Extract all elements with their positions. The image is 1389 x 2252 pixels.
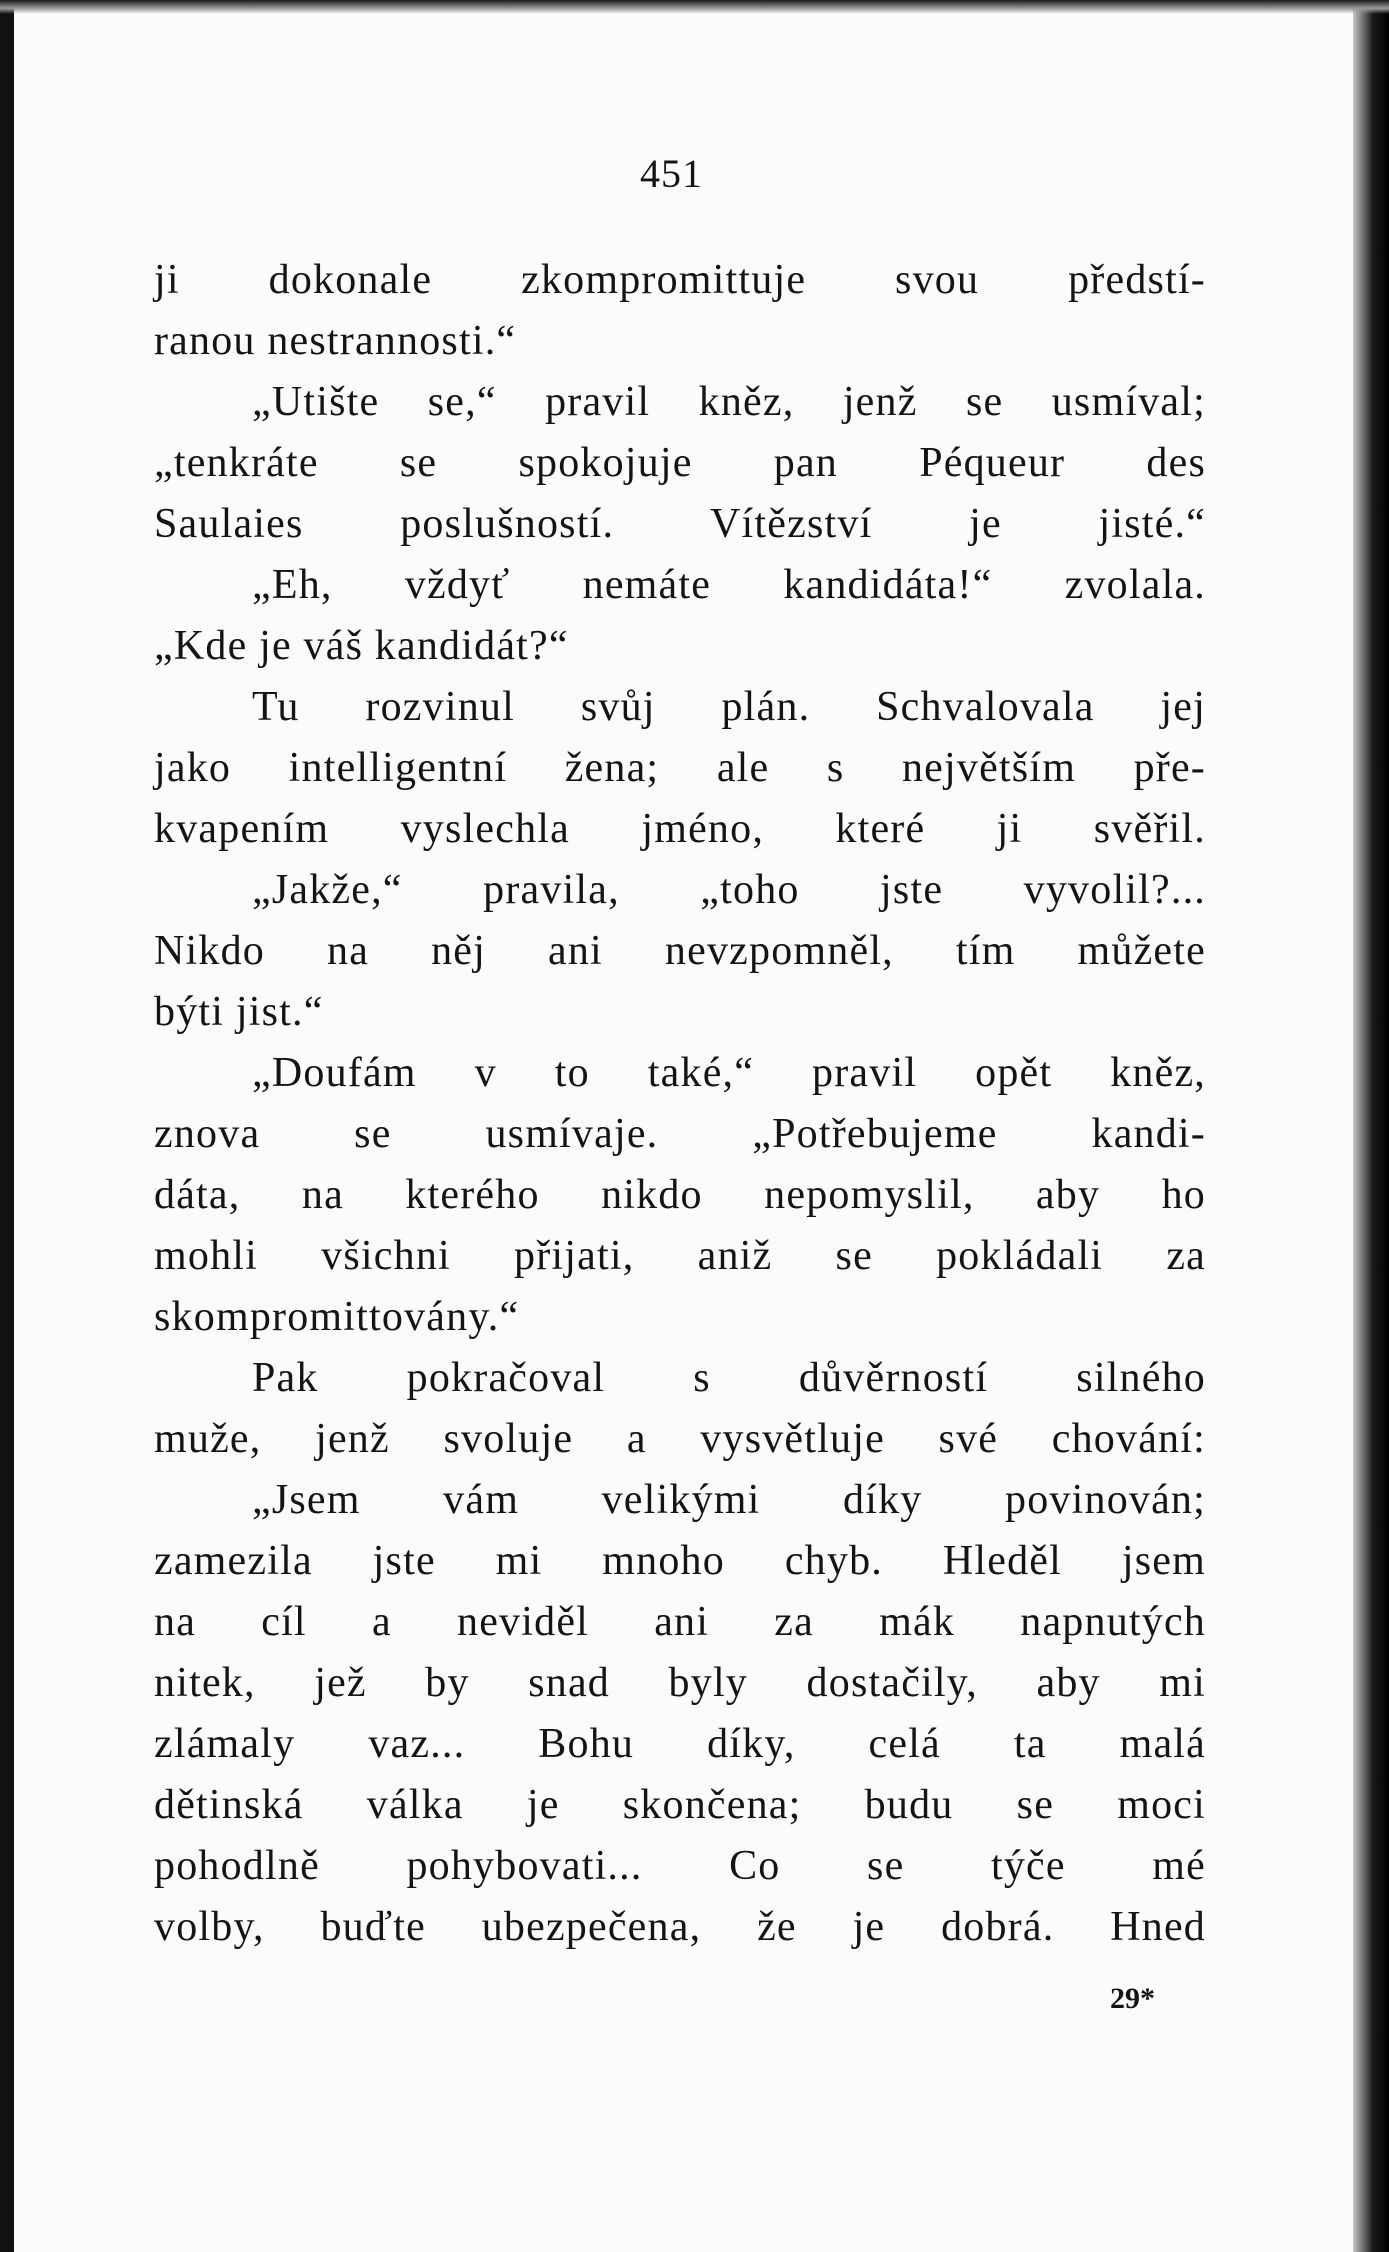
text-line: Saulaies poslušností. Vítězství je jisté.“ [154, 501, 1206, 547]
text-line: „Utište se,“ pravil kněz, jenž se usmíval; [252, 379, 1206, 425]
printer-signature-mark: 29* [1110, 1982, 1155, 2015]
scan-edge-top [0, 0, 1389, 14]
text-line: Tu rozvinul svůj plán. Schvalovala jej [252, 684, 1206, 730]
text-line: „tenkráte se spokojuje pan Péqueur des [154, 440, 1206, 486]
text-line: muže, jenž svoluje a vysvětluje své chování: [154, 1416, 1206, 1462]
text-line: „Jakže,“ pravila, „toho jste vyvolil?... [252, 867, 1206, 913]
text-line: dětinská válka je skončena; budu se moci [154, 1782, 1206, 1828]
body-text [154, 250, 1206, 1958]
text-line: zamezila jste mi mnoho chyb. Hleděl jsem [154, 1538, 1206, 1584]
text-line: ranou nestrannosti.“ [154, 318, 517, 364]
text-line: „Doufám v to také,“ pravil opět kněz, [252, 1050, 1206, 1096]
scan-edge-left [0, 0, 14, 2252]
text-line: mohli všichni přijati, aniž se pokládali za [154, 1233, 1206, 1279]
text-line: jako intelligentní žena; ale s největším pře- [154, 745, 1206, 791]
text-line: na cíl a neviděl ani za mák napnutých [154, 1599, 1206, 1645]
text-line: nitek, jež by snad byly dostačily, aby mi [154, 1660, 1206, 1706]
text-line: ji dokonale zkompromittuje svou předstí- [154, 257, 1206, 303]
text-line: zlámaly vaz... Bohu díky, celá ta malá [154, 1721, 1206, 1767]
page-number: 451 [640, 151, 703, 196]
text-line: znova se usmívaje. „Potřebujeme kandi- [154, 1111, 1206, 1157]
text-line: „Eh, vždyť nemáte kandidáta!“ zvolala. [252, 562, 1206, 608]
text-line: dáta, na kterého nikdo nepomyslil, aby ho [154, 1172, 1206, 1218]
text-line: „Kde je váš kandidát?“ [154, 623, 569, 669]
text-line: „Jsem vám velikými díky povinován; [252, 1477, 1206, 1523]
text-line: volby, buďte ubezpečena, že je dobrá. Hned [154, 1904, 1206, 1950]
text-line: kvapením vyslechla jméno, které ji svěřil. [154, 806, 1206, 852]
text-line: Pak pokračoval s důvěrností silného [252, 1355, 1206, 1401]
text-line: býti jist.“ [154, 989, 324, 1035]
text-line: skompromittovány.“ [154, 1294, 520, 1340]
text-line: Nikdo na něj ani nevzpomněl, tím můžete [154, 928, 1206, 974]
scan-edge-right [1353, 0, 1389, 2252]
text-line: pohodlně pohybovati... Co se týče mé [154, 1843, 1206, 1889]
